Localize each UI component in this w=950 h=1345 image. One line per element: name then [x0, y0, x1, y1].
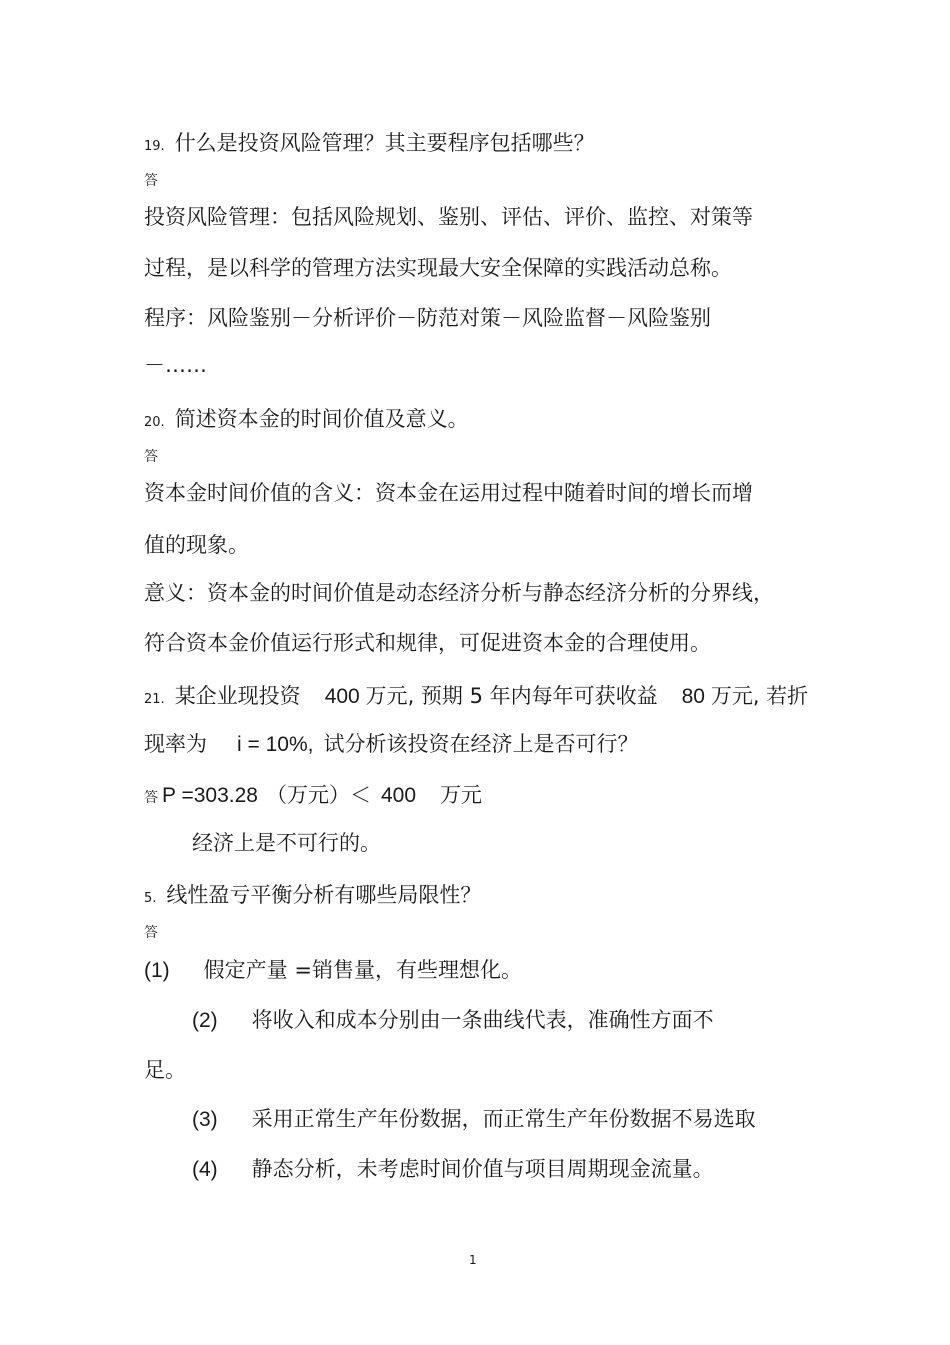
question-number: 21. — [144, 692, 165, 707]
list-item — [192, 1106, 756, 1133]
question-5 — [144, 882, 481, 912]
question-text: 现率为 — [144, 732, 207, 756]
question-text: , 若折 — [752, 684, 809, 708]
answer-line: 过程，是以科学的管理方法实现最大安全保障的实践活动总称。 — [144, 256, 732, 280]
list-item — [192, 1007, 714, 1034]
unit: 万元 — [440, 783, 483, 807]
question-19 — [144, 130, 595, 160]
list-item-text: 静态分析，未考虑时间价值与项目周期现金流量。 — [251, 1157, 714, 1181]
answer-label: 答 — [144, 925, 158, 941]
question-text: 什么是投资风险管理？其主要程序包括哪些？ — [174, 131, 595, 155]
question-number: 20. — [144, 415, 165, 430]
answer-line: 值的现象。 — [144, 533, 249, 557]
amount: 400 万元 — [324, 685, 408, 708]
list-item-continuation: 足。 — [144, 1058, 186, 1082]
rate: i = 10%, — [237, 733, 314, 756]
question-21 — [144, 683, 808, 713]
question-number: 5. — [144, 891, 157, 906]
answer-line: 程序：风险鉴别－分析评价－防范对策－风险监督－风险鉴别 — [144, 306, 711, 330]
unit-compare: （万元）＜ — [265, 783, 371, 807]
answer-label: 答 — [144, 790, 158, 806]
answer-label: 答 — [144, 449, 158, 465]
question-text: , 预期 5 年内每年可获收益 — [407, 684, 658, 708]
question-line — [144, 731, 638, 758]
question-text: 试分析该投资在经济上是否可行？ — [323, 732, 639, 756]
list-item-label: (2) — [192, 1009, 218, 1032]
question-text: 某企业现投资 — [174, 684, 301, 708]
list-item-label: (1) — [144, 959, 170, 982]
investment-amount: 400 — [380, 784, 417, 807]
answer-line: 符合资本金价值运行形式和规律，可促进资本金的合理使用。 — [144, 631, 711, 655]
answer-conclusion: 经济上是不可行的。 — [192, 831, 381, 855]
present-value: P =303.28 — [162, 784, 258, 807]
question-text: 线性盈亏平衡分析有哪些局限性？ — [166, 883, 482, 907]
question-20 — [144, 406, 469, 436]
list-item-label: (3) — [192, 1108, 218, 1131]
question-text: 简述资本金的时间价值及意义。 — [174, 407, 469, 431]
answer-line: 意义：资本金的时间价值是动态经济分析与静态经济分析的分界线， — [144, 581, 774, 605]
page-number: 1 — [469, 1253, 477, 1267]
list-item-label: (4) — [192, 1158, 218, 1181]
list-item — [192, 1156, 714, 1183]
answer-result-line — [144, 782, 482, 811]
list-item-text: 采用正常生产年份数据，而正常生产年份数据不易选取 — [251, 1107, 756, 1131]
answer-label: 答 — [144, 173, 158, 189]
answer-line: 资本金时间价值的含义：资本金在运用过程中随着时间的增长而增 — [144, 481, 753, 505]
amount: 80 万元 — [681, 685, 753, 708]
question-number: 19. — [144, 139, 165, 154]
answer-line: －…… — [144, 353, 207, 377]
list-item-text: 将收入和成本分别由一条曲线代表，准确性方面不 — [251, 1008, 714, 1032]
answer-line: 投资风险管理：包括风险规划、鉴别、评估、评价、监控、对策等 — [144, 205, 753, 229]
list-item-text: 假定产量 =销售量，有些理想化。 — [203, 958, 522, 982]
list-item — [144, 957, 522, 984]
